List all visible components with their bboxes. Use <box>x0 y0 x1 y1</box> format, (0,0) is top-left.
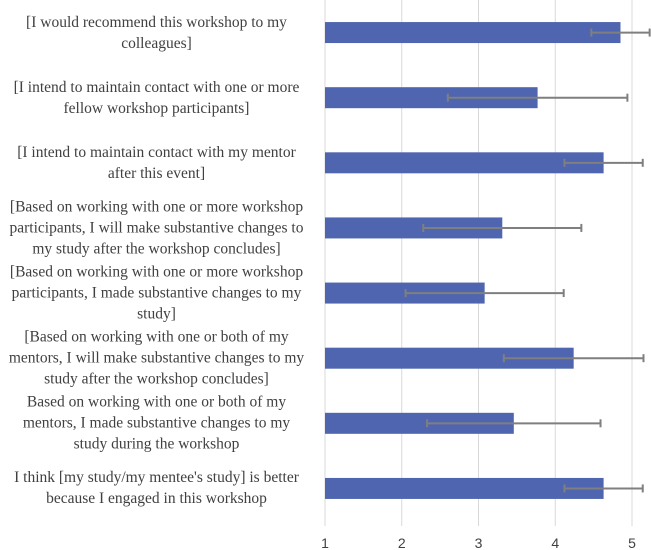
x-tick-label: 4 <box>551 535 560 550</box>
category-label-line: fellow workshop participants] <box>63 99 250 117</box>
bar <box>325 22 620 43</box>
category-label <box>0 262 313 325</box>
x-axis-ticks <box>321 535 636 550</box>
x-tick-label: 5 <box>628 535 636 550</box>
category-label-line: colleagues] <box>121 34 192 52</box>
x-tick-label: 3 <box>474 535 483 550</box>
category-label <box>0 196 313 259</box>
category-label <box>0 12 313 54</box>
bar <box>325 478 604 499</box>
category-label <box>0 327 313 390</box>
category-label <box>0 77 313 119</box>
category-label-line: study] <box>137 305 176 323</box>
category-label-line: my study after the workshop concludes] <box>32 240 281 258</box>
category-label-line: study after the workshop concludes] <box>44 370 269 388</box>
category-label <box>0 467 313 509</box>
category-label-line: study during the workshop <box>73 435 240 453</box>
category-label-line: [I would recommend this workshop to my <box>26 13 287 31</box>
category-label-line: [Based on working with one or both of my <box>24 328 289 346</box>
category-label-line: mentors, I made substantive changes to my <box>22 414 291 432</box>
x-tick-label: 2 <box>397 535 406 550</box>
bar <box>325 152 604 173</box>
category-label-line: mentors, I will make substantive changes to my <box>8 349 305 367</box>
grid-lines <box>325 0 632 526</box>
category-label-line: after this event] <box>107 164 206 182</box>
category-label <box>0 392 313 455</box>
category-label-line: I think [my study/my mentee's study] is better <box>14 469 299 487</box>
category-label-line: [I intend to maintain contact with my mentor <box>17 143 296 161</box>
category-label-line: participants, I made substantive changes to my <box>11 284 302 302</box>
category-label-line: [I intend to maintain contact with one or more <box>13 78 300 96</box>
category-label-line: [Based on working with one or more workshop <box>9 198 304 216</box>
category-label-line: participants, I will make substantive changes to <box>9 219 304 237</box>
category-label <box>0 142 313 184</box>
category-label-line: [Based on working with one or more workshop <box>9 263 304 281</box>
category-label-line: because I engaged in this workshop <box>46 490 267 508</box>
bars <box>325 22 620 499</box>
x-tick-label: 1 <box>321 535 329 550</box>
category-label-line: Based on working with one or both of my <box>26 393 287 411</box>
